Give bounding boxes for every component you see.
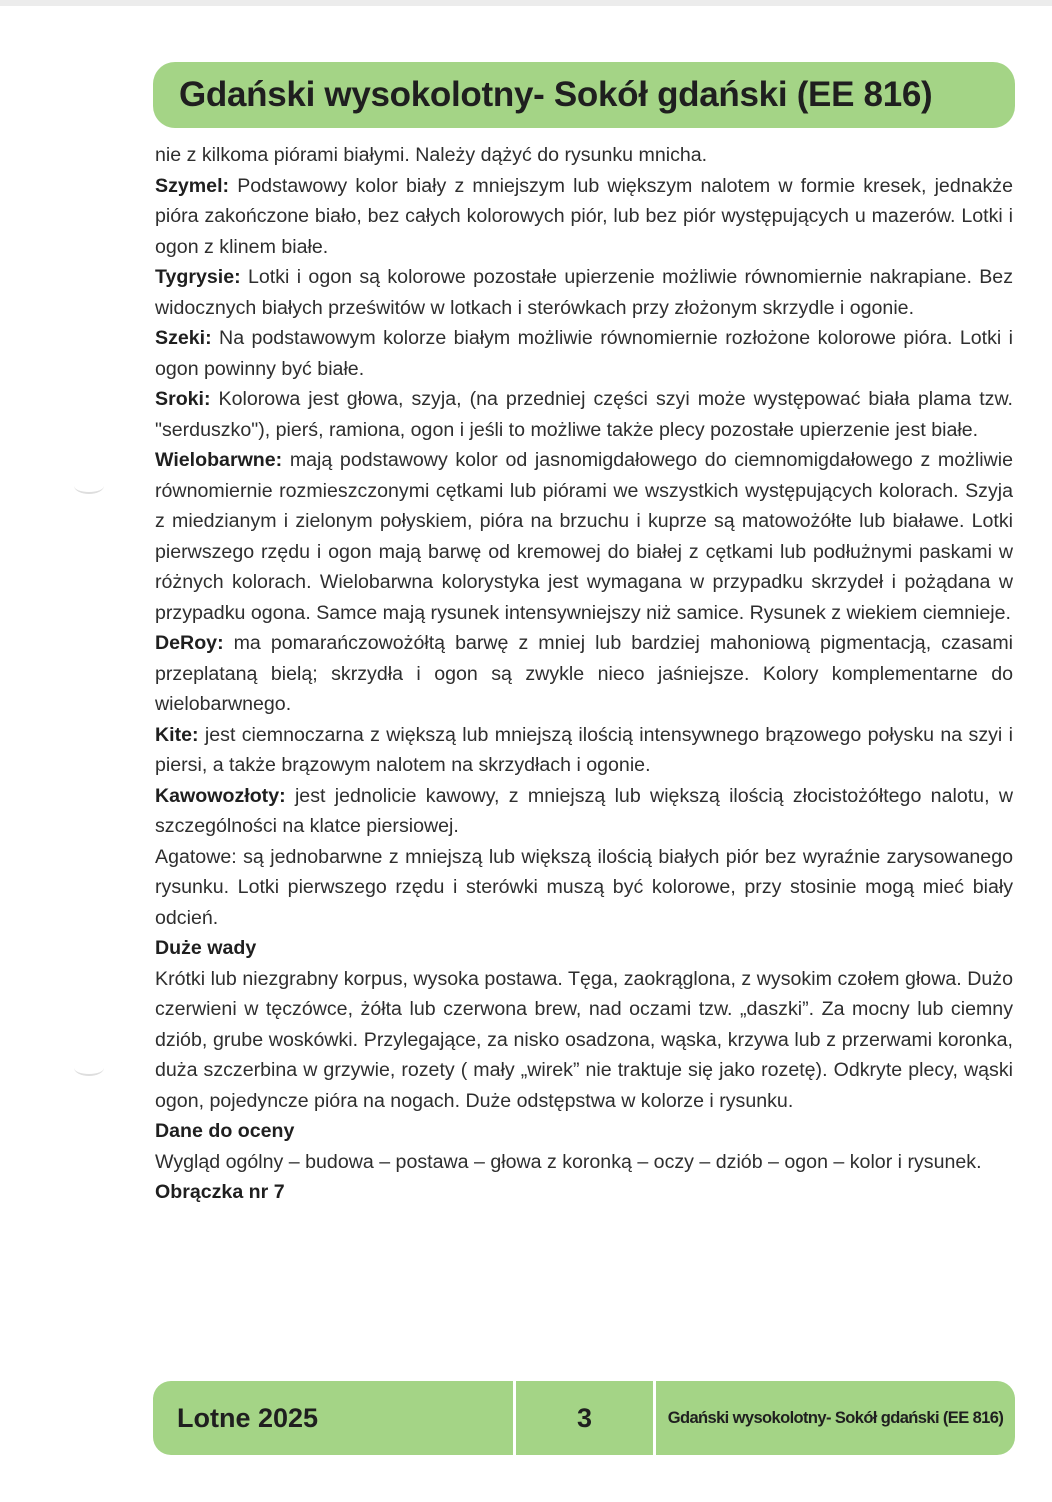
paragraph-intro: nie z kilkoma piórami białymi. Należy dążyć do rysunku mnicha. [155, 144, 708, 166]
evaluation-heading: Dane do oceny [155, 1120, 295, 1142]
term-label: Tygrysie: [155, 266, 241, 288]
term-label: Kite: [155, 723, 199, 746]
paragraph-wielobarwne: Wielobarwne: mają podstawowy kolor od jasnomigdałowego do ciemnomigdałowego z możliwie równomiernie rozmieszczonymi cętkami lub piórami we wszystkich występujących kolorach. Szyja z miedzianym i zielonym połyskiem, pióra na brzuchu i kuprze są matowożółte lub białawe. Lotki pierwszego rzędu i ogon mają barwę od kremowej do białej z cętkami lub podłużnymi paskami w różnych kolorach. Wielobarwna kolorystyka jest wymagana w przypadku skrzydeł i pożądana w przypadku ogona. Samce mają rysunek intensywniejszy niż samice. Rysunek z wiekiem ciemnieje. [155, 449, 1013, 624]
punch-hole-mark [74, 1060, 104, 1076]
footer-breed-name: Gdański wysokolotny- Sokół gdański (EE 816) [667, 1408, 1004, 1427]
paragraph-kite: Kite: jest ciemnoczarna z większą lub mniejszą ilością intensywnego brązowego połysku na szyi i piersi, a także brązowym nalotem na skrzydłach i ogonie. [155, 723, 1013, 776]
footer-bar [153, 1381, 1015, 1455]
major-faults-heading: Duże wady [155, 937, 257, 959]
paragraph-szeki: Szeki: Na podstawowym kolorze białym możliwie równomiernie rozłożone kolorowe pióra. Lotki i ogon powinny być białe. [155, 327, 1013, 380]
paragraph-agatowe: Agatowe: są jednobarwne z mniejszą lub większą ilością białych piór bez wyraźnie zarysowanego rysunku. Lotki pierwszego rzędu i sterówki muszą być kolorowe, przy stosinie mogą mieć biały odcień. [155, 845, 1013, 929]
paragraph-szymel: Szymel: Podstawowy kolor biały z mniejszym lub większym nalotem w formie kresek, jednakże pióra zakończone biało, bez całych kolorowych piór, lub bez piór występujących u mazerów. Lotki i ogon z klinem białe. [155, 174, 1013, 258]
term-label: Wielobarwne: [155, 449, 283, 471]
term-label: Szymel: [155, 174, 230, 197]
title-banner [153, 62, 1015, 128]
page-title: Gdański wysokolotny- Sokół gdański (EE 816) [179, 75, 933, 114]
major-faults-text: Krótki lub niezgrabny korpus, wysoka postawa. Tęga, zaokrąglona, z wysokim czołem głowa. Dużo czerwieni w tęczówce, żółta lub czerwona brew, nad oczami tzw. „daszki”. Za mocny lub ciemny dziób, grube woskówki. Przylegające, za nisko osadzona, wąska, krzywa lub z przerwami koronka, duża szczerbina w grzywie, rozety ( mały „wirek” nie traktuje się jako rozetę). Odkryte plecy, wąski ogon, pojedyncze pióra na nogach. Duże odstępstwa w kolorze i rysunku. [155, 967, 1013, 1112]
ring-heading: Obrączka nr 7 [155, 1181, 285, 1203]
footer-publication: Lotne 2025 [177, 1402, 319, 1433]
punch-hole-mark [74, 478, 104, 494]
term-label: Sroki: [155, 388, 211, 410]
term-label: Kawowozłoty: [155, 784, 286, 807]
evaluation-text: Wygląd ogólny – budowa – postawa – głowa z koronką – oczy – dziób – ogon – kolor i rysunek. [155, 1150, 982, 1173]
term-label: DeRoy: [155, 632, 224, 654]
paragraph-deroy: DeRoy: ma pomarańczowożółtą barwę z mniej lub bardziej mahoniową pigmentacją, czasami przeplataną bielą; skrzydła i ogon są zwykle nieco jaśniejsze. Kolory komplementarne do wielobarwnego. [155, 632, 1013, 715]
paragraph-sroki: Sroki: Kolorowa jest głowa, szyja, (na przedniej części szyi może występować biała plama tzw. "serduszko"), pierś, ramiona, ogon i jeśli to możliwe także plecy pozostałe upierzenie jest białe. [155, 388, 1013, 441]
page-number: 3 [576, 1402, 593, 1433]
paragraph-kawowozloty: Kawowozłoty: jest jednolicie kawowy, z mniejszą lub większą ilością złocistożółtego nalotu, w szczególności na klatce piersiowej. [155, 784, 1013, 837]
paragraph-tygrysie: Tygrysie: Lotki i ogon są kolorowe pozostałe upierzenie możliwie równomiernie nakrapiane. Bez widocznych białych prześwitów w lotkach i sterówkach przy złożonym skrzydle i ogonie. [155, 266, 1013, 319]
term-label: Szeki: [155, 327, 212, 349]
top-edge [0, 0, 1052, 6]
main-content [155, 140, 1013, 1208]
